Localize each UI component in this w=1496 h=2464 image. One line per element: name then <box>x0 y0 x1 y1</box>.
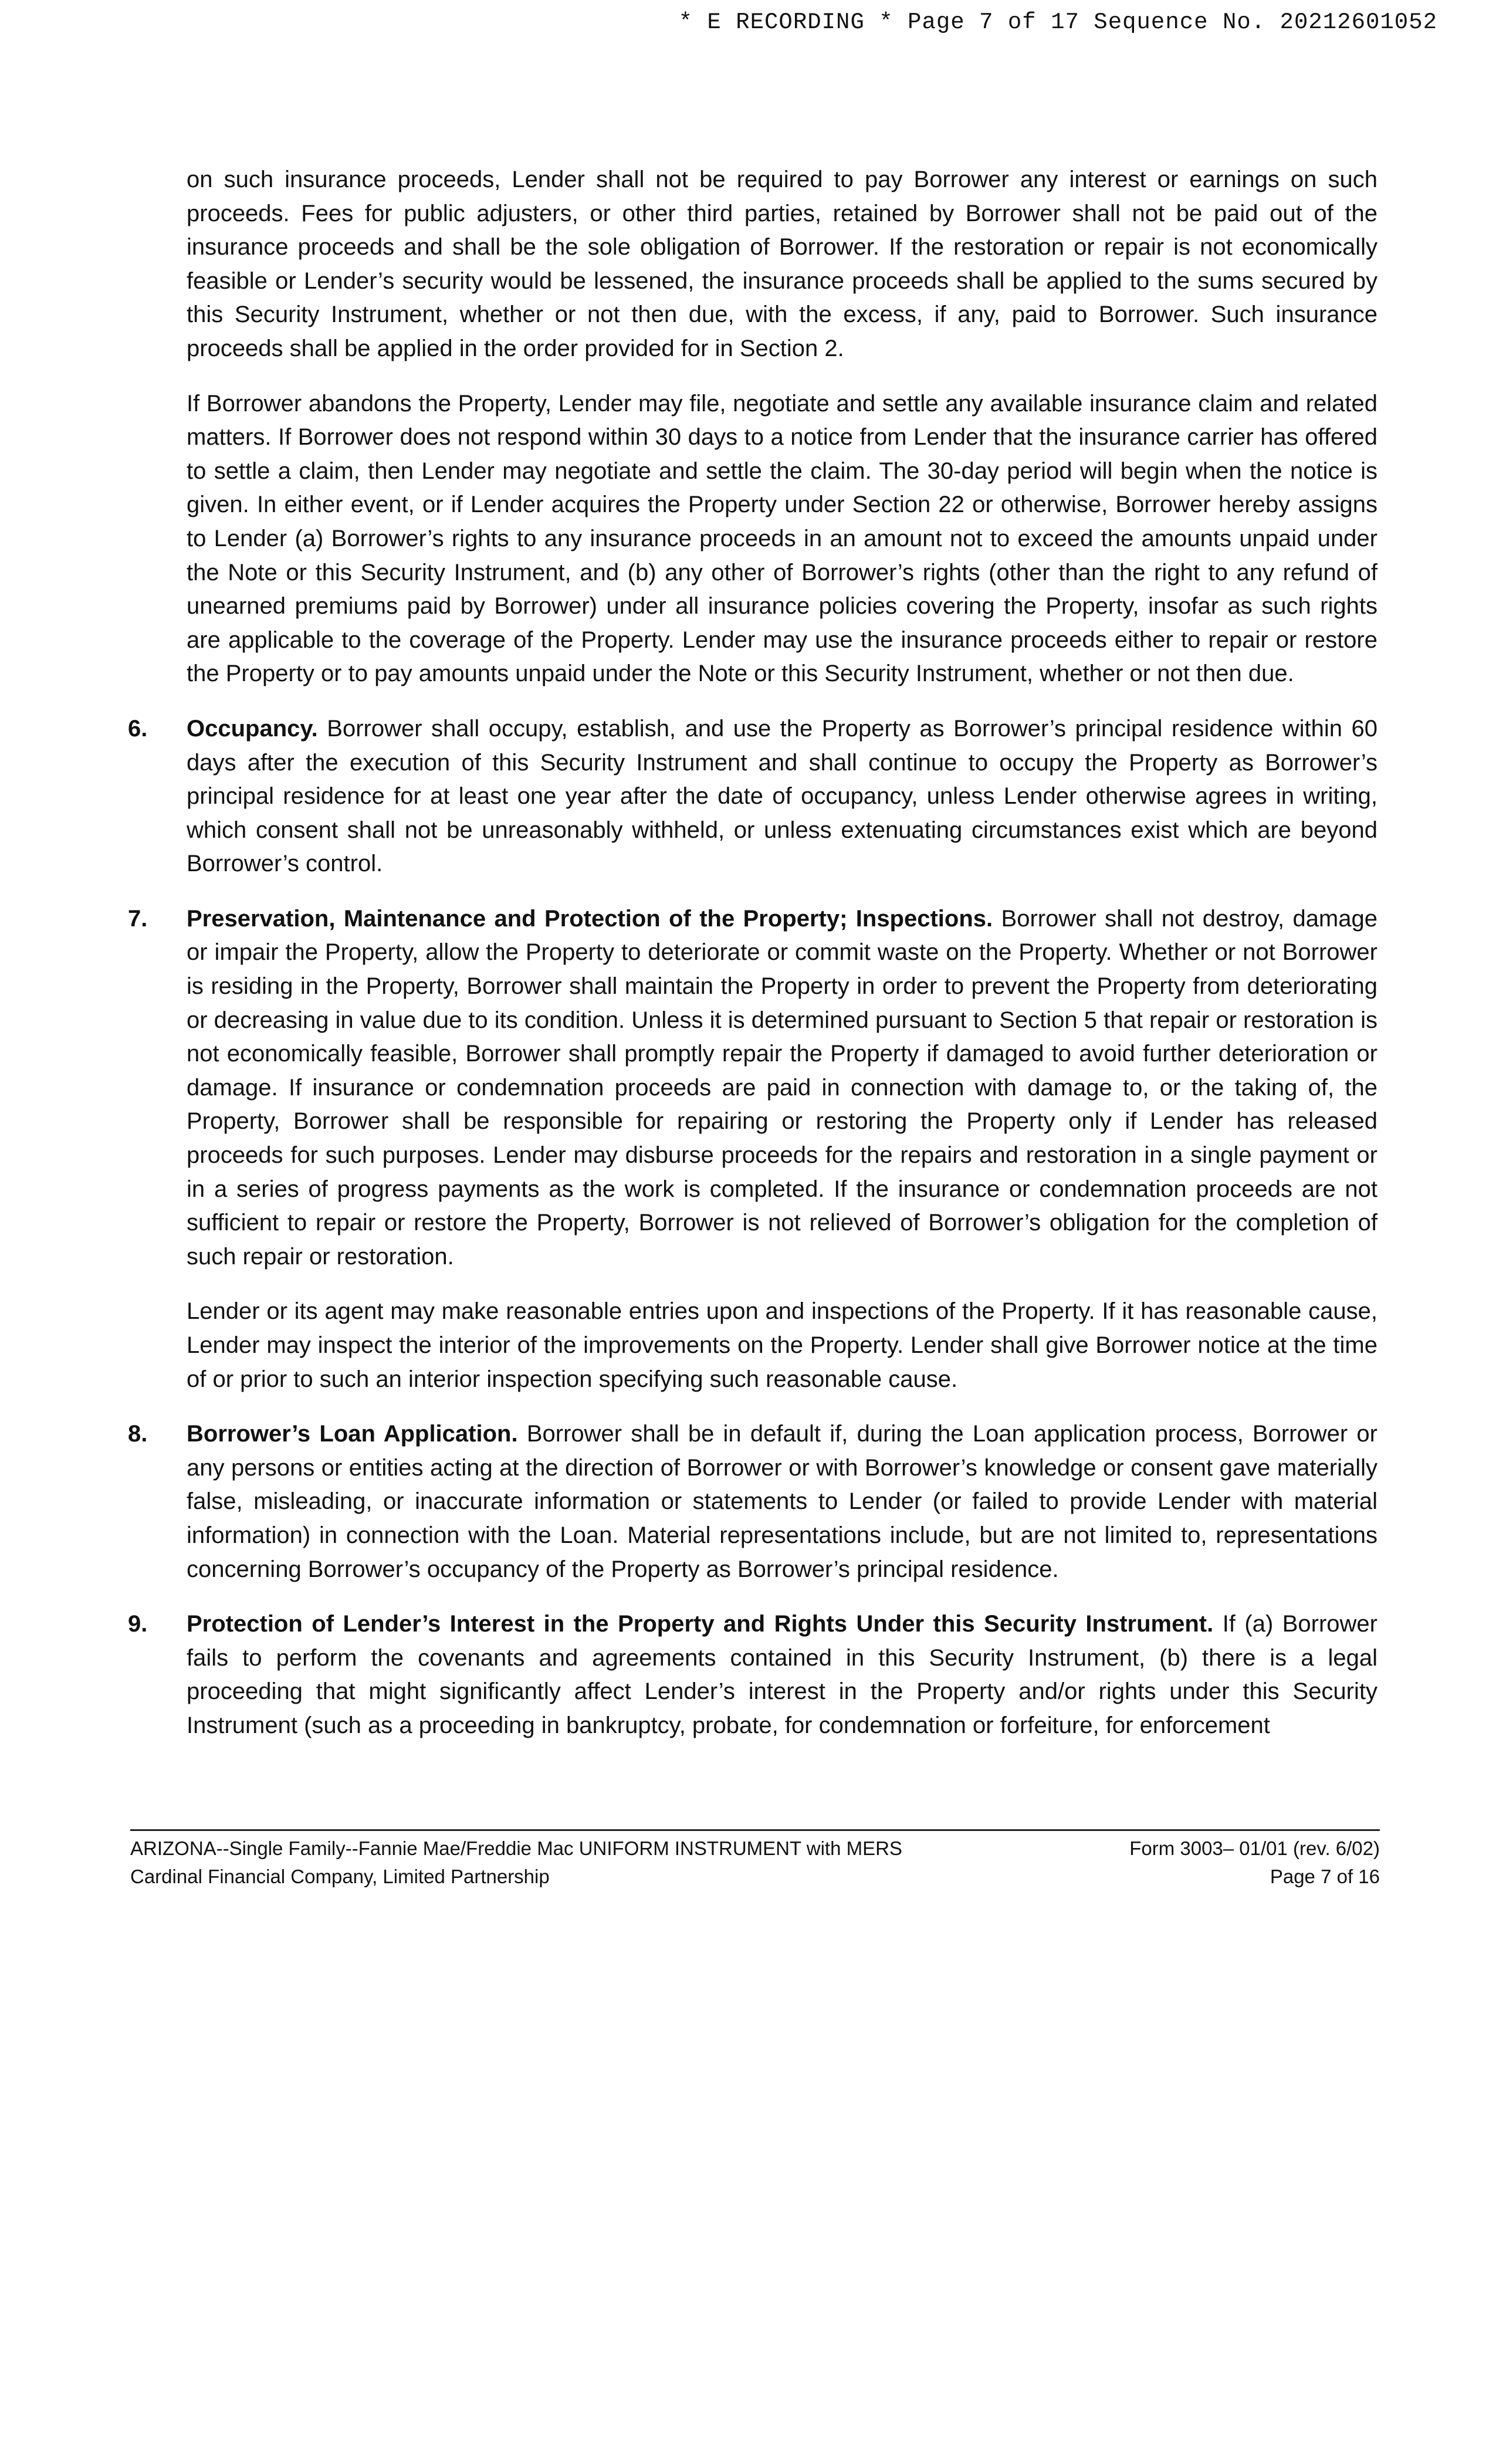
footer-page-number: Page 7 of 16 <box>1270 1866 1380 1887</box>
section-text: If (a) Borrower fails to perform the covenants and agreements contained in this Security Instrument, (b) there is a legal proceeding that might significantly affect Lender’s interest in the Property and/or rights under this Security Instrument (such as a proceeding in bankruptcy, probate, for condemnation or forfeiture, for enforcement <box>187 1611 1377 1738</box>
paragraph-abandonment: If Borrower abandons the Property, Lender may file, negotiate and settle any available insurance claim and related matters. If Borrower does not respond within 30 days to a notice from Lender that the insurance carrier has offered to settle a claim, then Lender may negotiate and settle the claim. The 30-day period will begin when the notice is given. In either event, or if Lender acquires the Property under Section 22 or otherwise, Borrower hereby assigns to Lender (a) Borrower’s rights to any insurance proceeds in an amount not to exceed the amounts unpaid under the Note or this Security Instrument, and (b) any other of Borrower’s rights (other than the right to any refund of unearned premiums paid by Borrower) under all insurance policies covering the Property, insofar as such rights are applicable to the coverage of the Property. Lender may use the insurance proceeds either to repair or restore the Property or to pay amounts unpaid under the Note or this Security Instrument, whether or not then due. <box>187 390 1377 687</box>
footer-row <box>130 1835 1380 1863</box>
section-text: Borrower shall occupy, establish, and use the Property as Borrower’s principal residence within 60 days after the execution of this Security Instrument and shall continue to occupy the Property as Borrower’s principal residence for at least one year after the date of occupancy, unless Lender otherwise agrees in writing, which consent shall not be unreasonably withheld, or unless extenuating circumstances exist which are beyond Borrower’s control. <box>187 715 1377 877</box>
section-heading: Preservation, Maintenance and Protection of the Property; Inspections. <box>187 905 993 932</box>
section-body <box>187 902 1377 1396</box>
section-7-preservation <box>128 902 1377 1396</box>
document-body <box>128 163 1377 1764</box>
footer-form-title: ARIZONA--Single Family--Fannie Mae/Freddie Mac UNIFORM INSTRUMENT with MERS <box>130 1837 902 1859</box>
section-text: Borrower shall not destroy, damage or impair the Property, allow the Property to deteriorate or commit waste on the Property. Whether or not Borrower is residing in the Property, Borrower shall maintain the Property in order to prevent the Property from deteriorating or decreasing in value due to its condition. Unless it is determined pursuant to Section 5 that repair or restoration is not economically feasible, Borrower shall promptly repair the Property if damaged to avoid further deterioration or damage. If insurance or condemnation proceeds are paid in connection with damage to, or the taking of, the Property, Borrower shall be responsible for repairing or restoring the Property only if Lender has released proceeds for such purposes. Lender may disburse proceeds for the repairs and restoration in a single payment or in a series of progress payments as the work is completed. If the insurance or condemnation proceeds are not sufficient to repair or restore the Property, Borrower is not relieved of Borrower’s obligation for the completion of such repair or restoration. <box>187 905 1377 1270</box>
section-number: 7. <box>128 905 148 932</box>
section-number: 6. <box>128 715 148 742</box>
section-body <box>187 712 1377 881</box>
page-footer <box>130 1829 1380 1891</box>
section-heading: Protection of Lender’s Interest in the Property and Rights Under this Security Instrument. <box>187 1611 1214 1637</box>
section-8-loan-application <box>128 1417 1377 1586</box>
section-number: 9. <box>128 1611 148 1637</box>
section-9-protection <box>128 1607 1377 1742</box>
recording-header: * E RECORDING * Page 7 of 17 Sequence No. 20212601052 <box>678 9 1437 35</box>
section-text: Borrower shall be in default if, during the Loan application process, Borrower or any persons or entities acting at the direction of Borrower or with Borrower’s knowledge or consent gave materially false, misleading, or inaccurate information or statements to Lender (or failed to provide Lender with material information) in connection with the Loan. Material representations include, but are not limited to, representations concerning Borrower’s occupancy of the Property as Borrower’s principal residence. <box>187 1421 1377 1582</box>
footer-form-number: Form 3003– 01/01 (rev. 6/02) <box>1129 1837 1380 1859</box>
footer-row <box>130 1863 1380 1891</box>
section-extra-paragraph: Lender or its agent may make reasonable entries upon and inspections of the Property. If it has reasonable cause, Lender may inspect the interior of the improvements on the Property. Lender shall give Borrower notice at the time of or prior to such an interior inspection specifying such reasonable cause. <box>187 1298 1377 1392</box>
section-body <box>187 1607 1377 1742</box>
paragraph-insurance-proceeds: on such insurance proceeds, Lender shall not be required to pay Borrower any interest or earnings on such proceeds. Fees for public adjusters, or other third parties, retained by Borrower shall not be paid out of the insurance proceeds and shall be the sole obligation of Borrower. If the restoration or repair is not economically feasible or Lender’s security would be lessened, the insurance proceeds shall be applied to the sums secured by this Security Instrument, whether or not then due, with the excess, if any, paid to Borrower. Such insurance proceeds shall be applied in the order provided for in Section 2. <box>187 167 1377 361</box>
section-heading: Borrower’s Loan Application. <box>187 1421 518 1447</box>
section-heading: Occupancy. <box>187 715 318 742</box>
section-body <box>187 1417 1377 1586</box>
footer-lender-name: Cardinal Financial Company, Limited Partnership <box>130 1866 550 1887</box>
section-number: 8. <box>128 1421 148 1447</box>
section-6-occupancy <box>128 712 1377 881</box>
